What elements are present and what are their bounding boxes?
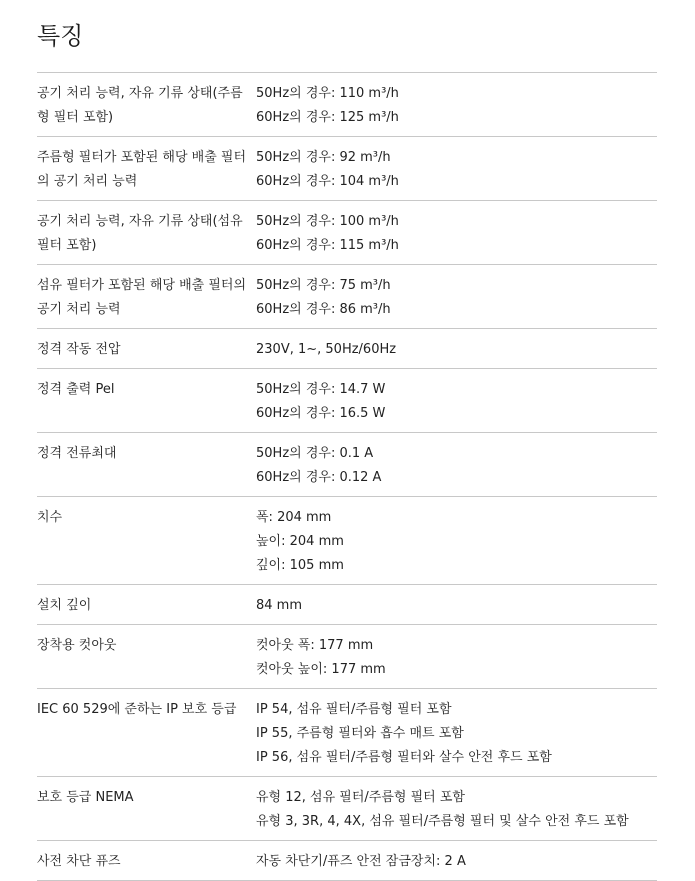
spec-values (256, 786, 657, 834)
spec-values (256, 594, 657, 618)
spec-label: IEC 60 529에 준하는 IP 보호 등급 (37, 702, 237, 717)
spec-value: 230V, 1~, 50Hz/60Hz (256, 342, 397, 357)
spec-values (256, 274, 657, 322)
spec-row (37, 497, 657, 585)
spec-value: 50Hz의 경우: 14.7 W (256, 382, 386, 397)
spec-values (256, 82, 657, 130)
spec-values (256, 698, 657, 770)
spec-value: 50Hz의 경우: 0.1 A (256, 446, 374, 461)
spec-values (256, 634, 657, 682)
spec-row (37, 841, 657, 881)
spec-values (256, 442, 657, 490)
page-title: 특징 (37, 22, 84, 50)
spec-values (256, 506, 657, 578)
spec-value: 높이: 204 mm (256, 534, 344, 549)
spec-value: 자동 차단기/퓨즈 안전 잠금장치: 2 A (256, 854, 466, 869)
spec-label: 치수 (37, 510, 63, 525)
spec-value: 50Hz의 경우: 100 m³/h (256, 214, 399, 229)
spec-label: 공기 처리 능력, 자유 기류 상태(주름형 필터 포함) (37, 86, 243, 125)
spec-row (37, 585, 657, 625)
spec-value: 60Hz의 경우: 115 m³/h (256, 238, 399, 253)
spec-value: 60Hz의 경우: 86 m³/h (256, 302, 391, 317)
spec-label: 정격 작동 전압 (37, 342, 121, 357)
spec-value: 60Hz의 경우: 125 m³/h (256, 110, 399, 125)
spec-values (256, 338, 657, 362)
spec-values (256, 210, 657, 258)
spec-row (37, 329, 657, 369)
spec-value: 컷아웃 폭: 177 mm (256, 638, 374, 653)
spec-value: 60Hz의 경우: 16.5 W (256, 406, 386, 421)
spec-value: 유형 12, 섬유 필터/주름형 필터 포함 (256, 790, 465, 805)
spec-values (256, 378, 657, 426)
spec-row (37, 777, 657, 841)
spec-row (37, 689, 657, 777)
spec-value: IP 54, 섬유 필터/주름형 필터 포함 (256, 702, 452, 717)
spec-value: 84 mm (256, 598, 303, 613)
spec-value: 50Hz의 경우: 75 m³/h (256, 278, 391, 293)
spec-label: 장착용 컷아웃 (37, 638, 117, 653)
spec-label: 정격 출력 Pel (37, 382, 115, 397)
spec-value: 폭: 204 mm (256, 510, 332, 525)
spec-value: 50Hz의 경우: 92 m³/h (256, 150, 391, 165)
spec-value: 60Hz의 경우: 0.12 A (256, 470, 382, 485)
spec-label: 사전 차단 퓨즈 (37, 854, 121, 869)
spec-label: 정격 전류최대 (37, 446, 117, 461)
spec-label: 섬유 필터가 포함된 해당 배출 필터의 공기 처리 능력 (37, 278, 247, 317)
spec-row (37, 265, 657, 329)
spec-label: 공기 처리 능력, 자유 기류 상태(섬유 필터 포함) (37, 214, 243, 253)
spec-label: 설치 깊이 (37, 598, 92, 613)
spec-row (37, 73, 657, 137)
spec-row (37, 201, 657, 265)
spec-values (256, 146, 657, 194)
spec-value: 60Hz의 경우: 104 m³/h (256, 174, 399, 189)
spec-value: 50Hz의 경우: 110 m³/h (256, 86, 399, 101)
spec-label: 주름형 필터가 포함된 해당 배출 필터의 공기 처리 능력 (37, 150, 247, 189)
spec-row (37, 369, 657, 433)
spec-row (37, 625, 657, 689)
spec-row (37, 433, 657, 497)
spec-value: 유형 3, 3R, 4, 4X, 섬유 필터/주름형 필터 및 살수 안전 후드 포함 (256, 814, 629, 829)
spec-value: 컷아웃 높이: 177 mm (256, 662, 386, 677)
spec-value: IP 55, 주름형 필터와 흡수 매트 포함 (256, 726, 464, 741)
spec-values (256, 850, 657, 874)
spec-value: 깊이: 105 mm (256, 558, 344, 573)
spec-label: 보호 등급 NEMA (37, 790, 134, 805)
spec-value: IP 56, 섬유 필터/주름형 필터와 살수 안전 후드 포함 (256, 750, 552, 765)
spec-row (37, 137, 657, 201)
spec-table (37, 72, 657, 881)
